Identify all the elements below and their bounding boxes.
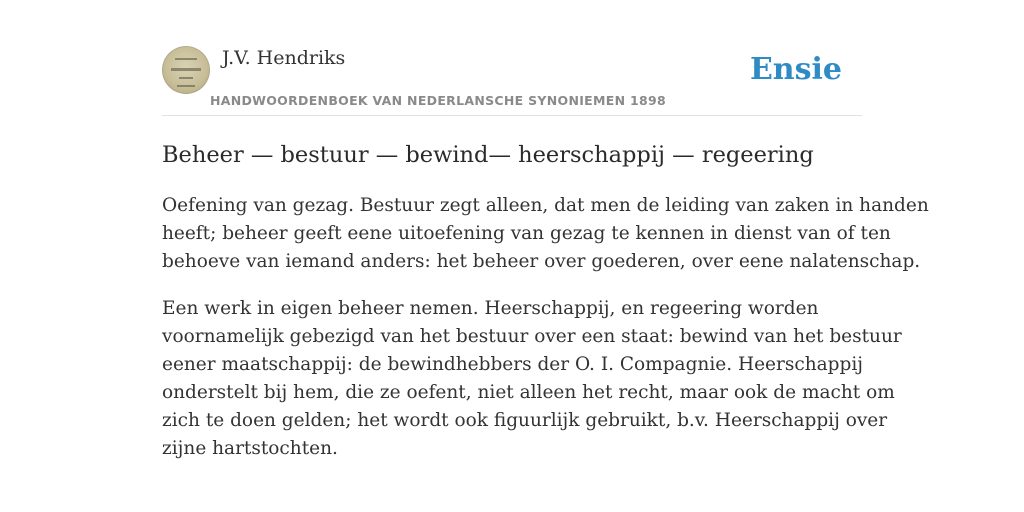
paragraph-line: onderstelt bij hem, die ze oefent, niet alleen het recht, maar ook de macht om [162, 382, 895, 403]
paragraph-line: eener maatschappij: de bewindhebbers der O. I. Compagnie. Heerschappij [162, 354, 863, 375]
entry-title: Beheer — bestuur — bewind— heerschappij — regeering [162, 142, 814, 168]
header [162, 46, 862, 116]
paragraph-line: Een werk in eigen beheer nemen. Heerschappij, en regeering worden [162, 298, 819, 319]
book-cover-avatar[interactable] [162, 46, 210, 94]
entry-paragraph-2 [162, 295, 902, 463]
paragraph-line: heeft; beheer geeft eene uitoefening van gezag te kennen in dienst van of ten [162, 223, 891, 244]
paragraph-line: zijne hartstochten. [162, 438, 338, 459]
cover-text-line [171, 68, 201, 71]
source-subtitle[interactable]: HANDWOORDENBOEK VAN NEDERLANSCHE SYNONIEMEN 1898 [210, 93, 667, 108]
header-divider [162, 115, 862, 116]
cover-text-line [177, 85, 195, 87]
cover-text-line [179, 77, 193, 79]
entry-paragraph-1 [162, 192, 929, 276]
paragraph-line: Oefening van gezag. Bestuur zegt alleen, dat men de leiding van zaken in handen [162, 195, 929, 216]
paragraph-line: voornamelijk gebezigd van het bestuur over een staat: bewind van het bestuur [162, 326, 902, 347]
paragraph-line: zich te doen gelden; het wordt ook figuurlijk gebruikt, b.v. Heerschappij over [162, 410, 888, 431]
paragraph-line: behoeve van iemand anders: het beheer over goederen, over eene nalatenschap. [162, 251, 921, 272]
brand-logo[interactable]: Ensie [749, 52, 842, 87]
author-name[interactable]: J.V. Hendriks [222, 47, 346, 69]
cover-text-line [175, 58, 197, 60]
